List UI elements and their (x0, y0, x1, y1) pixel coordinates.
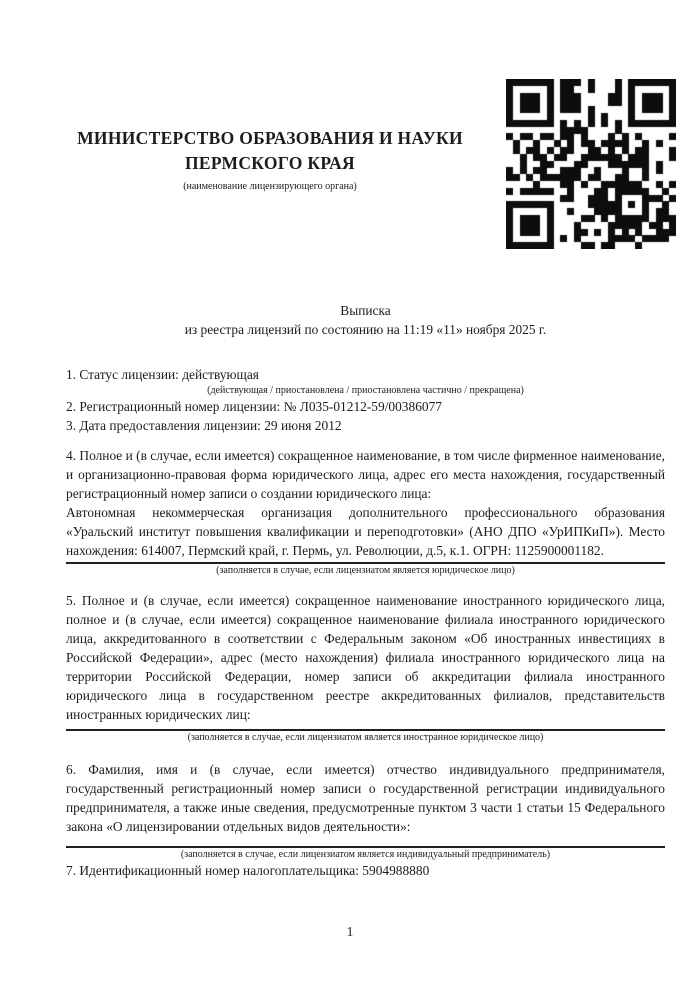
ministry-name-line1: МИНИСТЕРСТВО ОБРАЗОВАНИЯ И НАУКИ (77, 128, 463, 148)
document-body (66, 365, 665, 880)
legal-entity-label: 4. Полное и (в случае, если имеется) сокращенное наименование, в том числе фирменное наименование, и организационно-правовая форма юридического лица, адрес его места нахождения, государственный регистрационный номер записи о создании юридического лица: (66, 448, 665, 501)
license-status: 1. Статус лицензии: действующая (66, 367, 259, 382)
foreign-entity-field (66, 591, 665, 731)
taxpayer-number: 7. Идентификационный номер налогоплательщика: 5904988880 (66, 863, 430, 878)
legal-entity-field (66, 446, 665, 564)
entrepreneur-label: 6. Фамилия, имя и (в случае, если имеется) отчество индивидуального предпринимателя, государственный регистрационный номер записи о государственной регистрации индивидуального предпринимателя, а также иные сведения, предусмотренные пунктом 3 части 1 статьи 15 Федерального закона «О лицензировании отдельных видов деятельности»: (66, 762, 665, 834)
qr-code (506, 79, 676, 249)
grant-date: 3. Дата предоставления лицензии: 29 июня 2012 (66, 418, 342, 433)
foreign-entity-label: 5. Полное и (в случае, если имеется) сокращенное наименование иностранного юридического лица, полное и (в случае, если имеется) сокращенное наименование филиала иностранного юридического лица, аккредитованного в соответствии с Федеральным законом «Об иностранных инвестициях в Российской Федерации», адрес (место нахождения) филиала иностранного юридического лица на территории Российской Федерации, номер записи об аккредитации филиала иностранного юридического лица в государственном реестре аккредитованных филиалов, представительств иностранных юридических лиц: (66, 593, 665, 722)
document-subtitle: из реестра лицензий по состоянию на 11:19 «11» ноября 2025 г. (184, 322, 547, 337)
document-title: Выписка (340, 303, 391, 318)
legal-entity-caption: (заполняется в случае, если лицензиатом является юридическое лицо) (216, 565, 515, 576)
page-number: 1 (346, 924, 354, 939)
document-title-block (66, 301, 665, 339)
entrepreneur-caption: (заполняется в случае, если лицензиатом является индивидуальный предприниматель) (180, 849, 551, 860)
license-status-options-caption: (действующая / приостановлена / приостановлена частично / прекращена) (207, 385, 524, 396)
ministry-caption: (наименование лицензирующего органа) (183, 181, 357, 192)
foreign-entity-caption: (заполняется в случае, если лицензиатом является иностранное юридическое лицо) (187, 732, 544, 743)
legal-entity-value: Автономная некоммерческая организация дополнительного профессионального образования «Уральский институт повышения квалификации и переподготовки» (АНО ДПО «УрИПКиП»). Место нахождения: 614007, Пермский край, г. Пермь, ул. Революции, д.5, к.1. ОГРН: 1125900001182. (66, 505, 665, 558)
ministry-name-line2: ПЕРМСКОГО КРАЯ (185, 153, 355, 173)
entrepreneur-field (66, 760, 665, 848)
licensing-authority-header (40, 126, 500, 193)
registration-number: 2. Регистрационный номер лицензии: № Л035-01212-59/00386077 (66, 399, 442, 414)
